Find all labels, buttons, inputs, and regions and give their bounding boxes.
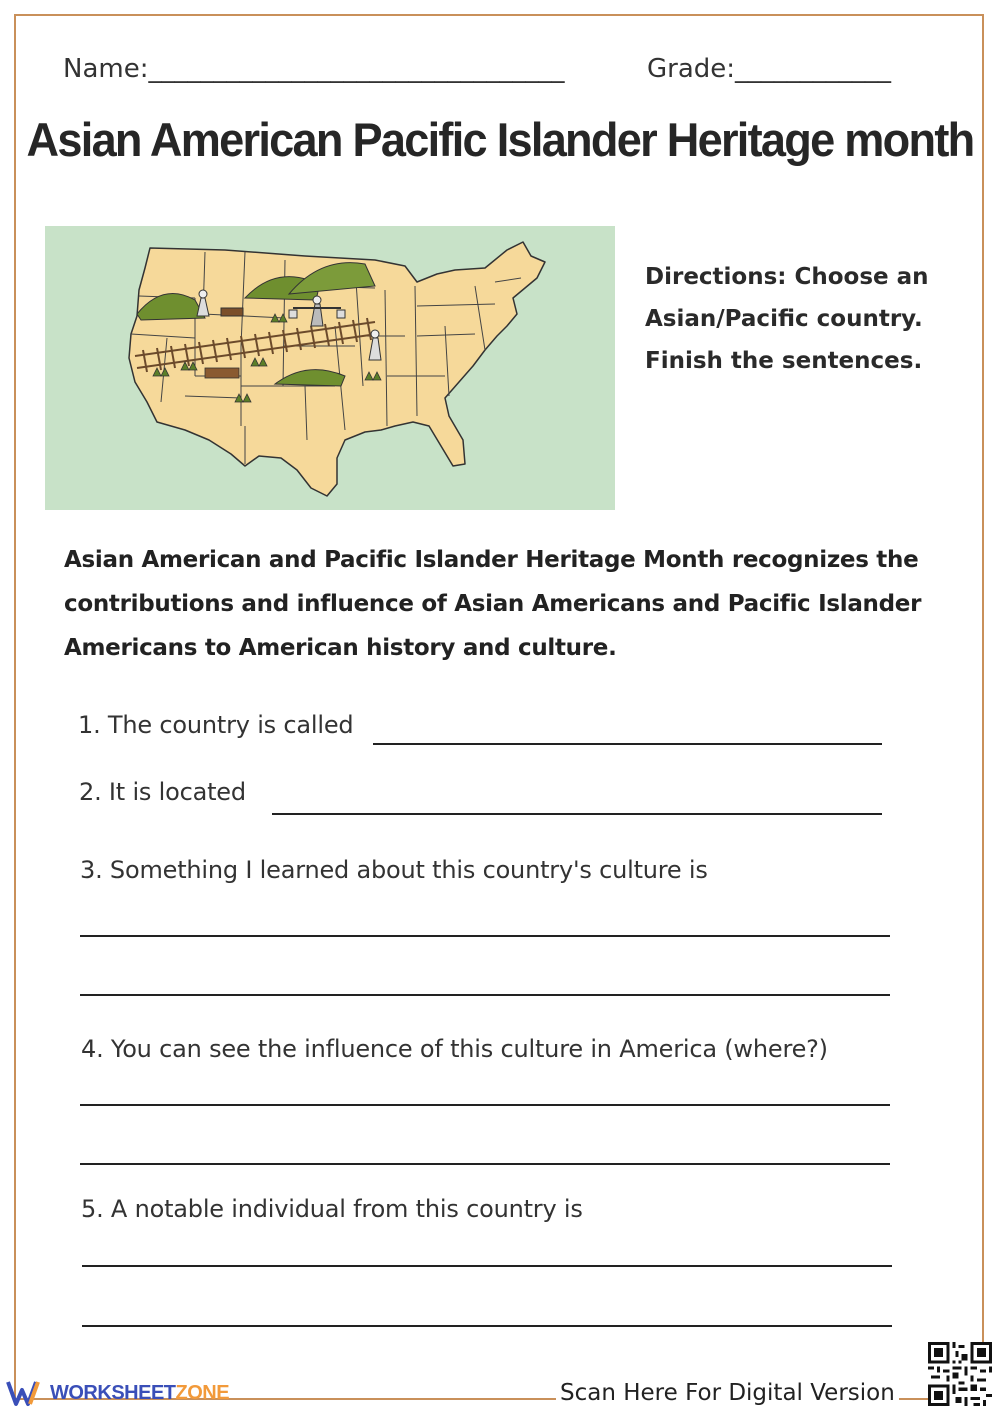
- answer-line-2[interactable]: [272, 813, 882, 815]
- worksheetzone-logo[interactable]: [6, 1376, 229, 1410]
- grade-field[interactable]: Grade:____________: [647, 54, 892, 84]
- answer-line-5a[interactable]: [82, 1265, 892, 1267]
- question-5: 5. A notable individual from this country is: [81, 1195, 583, 1223]
- worksheet-title: Asian American Pacific Islander Heritage month: [26, 113, 974, 166]
- question-3: 3. Something I learned about this country's culture is: [80, 856, 708, 884]
- question-2: 2. It is located: [79, 778, 246, 806]
- answer-line-4b[interactable]: [80, 1163, 890, 1165]
- name-field[interactable]: Name:________________________________: [63, 54, 565, 84]
- answer-line-5b[interactable]: [82, 1325, 892, 1327]
- answer-line-3a[interactable]: [80, 935, 890, 937]
- answer-line-4a[interactable]: [80, 1104, 890, 1106]
- logo-text-part2: ZONE: [175, 1381, 230, 1404]
- logo-text: [50, 1382, 229, 1405]
- page-border: [14, 14, 984, 1400]
- logo-text-part1: WORKSHEET: [50, 1381, 176, 1404]
- scan-here-text: Scan Here For Digital Version: [556, 1380, 899, 1406]
- worksheetzone-logo-icon: [6, 1378, 46, 1408]
- answer-line-3b[interactable]: [80, 994, 890, 996]
- intro-paragraph: Asian American and Pacific Islander Heritage Month recognizes the contributions and influence of Asian Americans and Pacific Islander Americans to American history and culture.: [64, 547, 922, 661]
- usa-map-illustration: [45, 226, 615, 510]
- answer-line-1[interactable]: [373, 743, 882, 745]
- qr-code-icon[interactable]: [928, 1342, 992, 1406]
- question-1: 1. The country is called: [78, 711, 354, 739]
- directions-text: Directions: Choose an Asian/Pacific country. Finish the sentences.: [645, 264, 929, 374]
- question-4: 4. You can see the influence of this culture in America (where?): [81, 1035, 828, 1063]
